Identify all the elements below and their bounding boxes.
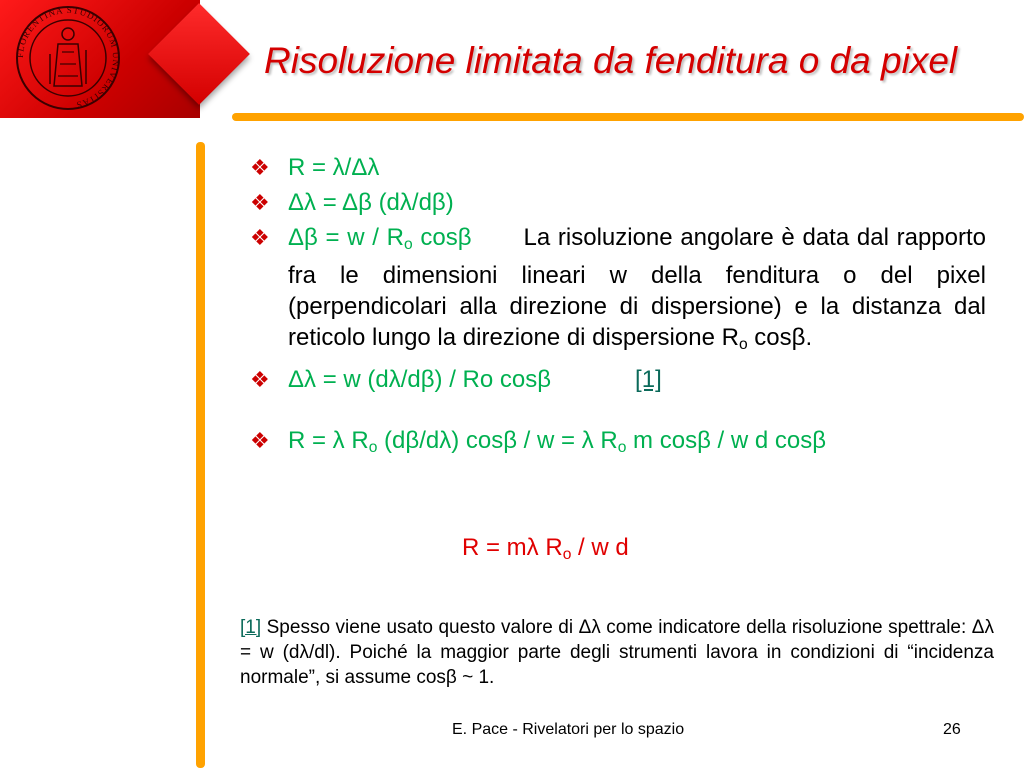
bullet-text: Δλ = w (dλ/dβ) / Ro cosβ xyxy=(288,365,552,393)
bullet-diamond-icon: ❖ xyxy=(250,155,270,180)
footnote-reference-link[interactable]: [1] xyxy=(635,365,662,393)
bullet-text: R = λ/Δλ xyxy=(288,154,380,181)
bullet-delta-lambda xyxy=(246,187,986,218)
footnote xyxy=(240,615,994,690)
bullet-text: Δλ = Δβ (dλ/dβ) xyxy=(288,189,454,216)
slide-title: Risoluzione limitata da fenditura o da pixel xyxy=(264,40,958,81)
bullet-angular-resolution xyxy=(246,222,986,360)
bullet-diamond-icon: ❖ xyxy=(250,225,270,250)
bullet-diamond-icon: ❖ xyxy=(250,366,270,392)
bullet-description: La risoluzione angolare è data dal rapporto fra le dimensioni lineari w della fenditura o del pixel (perpendicolari alla direzione di dispersione) e la distanza dal reticolo lungo la direzione di dispersione $R_o$ cosβ. xyxy=(288,224,986,353)
title-underline-bar xyxy=(232,113,1024,121)
bullet-formula: $\Delta\beta = w / R_o$ cosβ xyxy=(288,224,472,253)
page-number: 26 xyxy=(943,721,961,738)
bullet-delta-lambda-slit xyxy=(246,364,986,395)
final-resolution-formula: R = mλ $R_o$ / w d xyxy=(462,534,629,563)
footer-author: E. Pace - Rivelatori per lo spazio xyxy=(452,721,685,738)
footnote-reference-link[interactable]: [1] xyxy=(240,617,262,638)
bullet-diamond-icon: ❖ xyxy=(250,427,270,453)
bullet-resolution-expression xyxy=(246,425,986,463)
bullet-list xyxy=(246,152,986,467)
bullet-resolution-definition xyxy=(246,152,986,183)
bullet-text: R = λ $R_o$ (dβ/dλ) cosβ / w = λ $R_o$ m cosβ / w d cosβ xyxy=(288,426,827,456)
footnote-text: Spesso viene usato questo valore di Δλ come indicatore della risoluzione spettrale: Δλ = w (dλ/dl). Poiché la maggior parte degli strumenti lavora in condizioni di “incidenza normale”, si assume cosβ ~ 1. xyxy=(240,617,994,688)
bullet-diamond-icon: ❖ xyxy=(250,190,270,215)
left-vertical-bar xyxy=(196,142,205,768)
seal-text: FLORENTINA STUDIORUM UNIVERSITAS xyxy=(14,4,122,111)
university-seal-icon xyxy=(14,4,122,112)
